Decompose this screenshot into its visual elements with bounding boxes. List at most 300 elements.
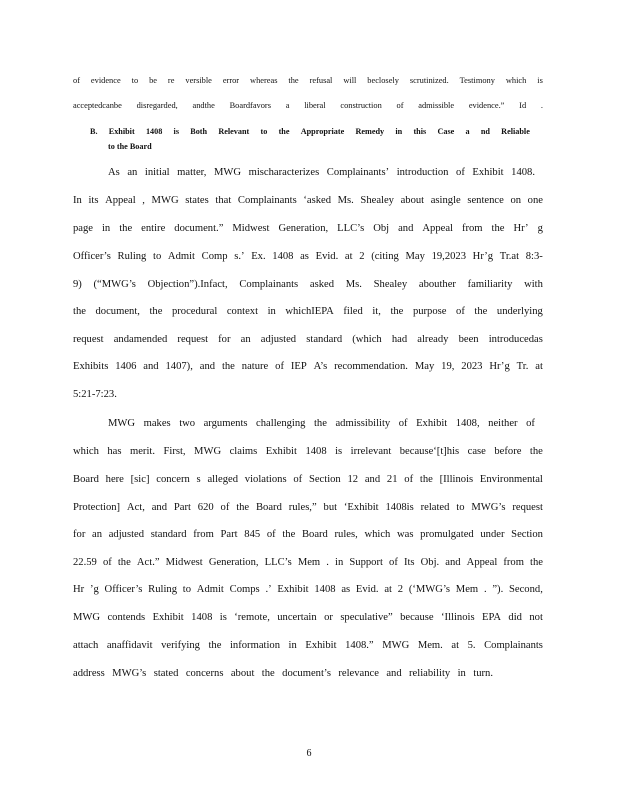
- word: of: [456, 306, 465, 317]
- paragraph-line: [73, 222, 543, 236]
- word: irrelevant: [350, 446, 392, 457]
- word: error: [222, 76, 240, 85]
- paragraph-line: [73, 194, 543, 208]
- word: admissible: [418, 101, 455, 110]
- word: Testimony: [459, 76, 495, 85]
- word: an: [127, 167, 138, 178]
- word: Tr.at: [499, 251, 520, 262]
- word: 1408: [314, 584, 336, 595]
- word: Tr.: [516, 361, 529, 372]
- word: at: [384, 584, 392, 595]
- paragraph-line: [73, 639, 543, 653]
- paragraph-line: [73, 278, 543, 292]
- word: document’s: [282, 668, 331, 679]
- paragraph-line: [73, 305, 543, 319]
- word: that: [215, 195, 232, 206]
- word: under: [480, 529, 505, 540]
- word: the: [288, 76, 299, 85]
- page-number: 6: [306, 748, 312, 759]
- word: anaffidavit: [106, 640, 153, 651]
- word: beclosely: [367, 76, 399, 85]
- word: Complainants’: [326, 167, 390, 178]
- word: Appropriate: [300, 127, 345, 136]
- word: was: [397, 529, 414, 540]
- word: construction: [340, 101, 382, 110]
- paragraph-line: [73, 667, 493, 681]
- word: MWG: [73, 612, 101, 623]
- word: Evid.: [315, 251, 339, 262]
- word: MWG: [213, 167, 242, 178]
- word: (“MWG’s: [93, 279, 136, 290]
- word: states: [185, 195, 209, 206]
- word: nd: [480, 127, 490, 136]
- word: the: [149, 306, 163, 317]
- word: it,: [372, 306, 381, 317]
- word: and: [386, 668, 402, 679]
- word: to: [260, 127, 268, 136]
- word: this: [413, 127, 427, 136]
- word: Id: [519, 101, 527, 110]
- word: Hr’g: [472, 251, 494, 262]
- section-heading: [90, 126, 530, 137]
- word: 5.: [467, 640, 476, 651]
- word: challenging: [256, 418, 306, 429]
- word: one: [527, 195, 543, 206]
- word: 2: [359, 251, 365, 262]
- word: had: [391, 334, 408, 345]
- word: Appeal: [105, 195, 136, 206]
- word: (‘MWG’s: [408, 584, 451, 595]
- word: for: [73, 529, 86, 540]
- word: asked: [309, 279, 335, 290]
- word: [Illinois: [439, 474, 474, 485]
- body-text-line: [73, 99, 543, 113]
- word: Comp: [201, 251, 228, 262]
- word: .: [326, 557, 329, 568]
- paragraph-line: [73, 556, 543, 570]
- word: rules,”: [288, 502, 317, 513]
- word: with: [524, 279, 543, 290]
- word: Exhibit: [472, 167, 504, 178]
- word: MWG’s: [471, 502, 506, 513]
- word: Shealey: [373, 279, 408, 290]
- word: ‘Exhibit: [343, 502, 379, 513]
- word: ’g: [89, 584, 99, 595]
- word: andamended: [113, 334, 168, 345]
- word: Hr: [73, 584, 85, 595]
- word: mischaracterizes: [248, 167, 320, 178]
- word: Exhibits: [73, 361, 109, 372]
- word: which: [73, 446, 99, 457]
- word: MWG: [194, 446, 222, 457]
- word: will: [343, 76, 357, 85]
- word: ”).: [492, 584, 504, 595]
- word: Mem: [455, 584, 479, 595]
- word: 1408: [305, 446, 327, 457]
- word: disregarded,: [136, 101, 178, 110]
- word: and: [398, 223, 414, 234]
- word: g: [537, 223, 543, 234]
- word: .: [540, 101, 543, 110]
- word: Section: [308, 474, 341, 485]
- word: standard: [306, 334, 343, 345]
- word: Officer’s: [73, 251, 111, 262]
- word: Evid.: [355, 584, 379, 595]
- word: the: [278, 127, 290, 136]
- word: .: [483, 584, 487, 595]
- word: of: [102, 557, 112, 568]
- word: Board: [73, 474, 99, 485]
- word: Appeal: [422, 223, 453, 234]
- word: a: [285, 101, 290, 110]
- word: (which: [352, 334, 382, 345]
- word: and: [151, 502, 168, 513]
- paragraph-line: [108, 166, 535, 180]
- word: the: [529, 446, 543, 457]
- word: standard: [150, 529, 187, 540]
- word: document,: [95, 306, 140, 317]
- word: Hr’g: [489, 361, 510, 372]
- word: the: [474, 306, 488, 317]
- word: 1408.: [511, 167, 535, 178]
- word: the: [208, 640, 222, 651]
- word: 2023: [461, 361, 483, 372]
- word: LLC’s: [264, 557, 292, 568]
- word: Appeal: [466, 557, 498, 568]
- word: contends: [107, 612, 146, 623]
- word: Ruling: [148, 584, 178, 595]
- word: claims: [229, 446, 258, 457]
- word: information: [229, 640, 280, 651]
- word: Mem: [297, 557, 321, 568]
- word: 1408: [145, 127, 163, 136]
- word: and: [143, 361, 159, 372]
- word: introducedas: [488, 334, 543, 345]
- word: entire: [141, 223, 166, 234]
- word: 8:3-: [525, 251, 543, 262]
- word: of: [404, 474, 414, 485]
- word: Its: [403, 557, 415, 568]
- word: the: [221, 361, 235, 372]
- word: Act,: [126, 502, 145, 513]
- word: from: [193, 529, 214, 540]
- word: from: [503, 557, 524, 568]
- word: its: [88, 195, 99, 206]
- word: Admit: [167, 251, 195, 262]
- word: for: [218, 334, 231, 345]
- word: not: [529, 612, 543, 623]
- word: Mem.: [417, 640, 443, 651]
- word: the: [530, 557, 543, 568]
- word: in: [335, 557, 344, 568]
- word: abouther: [418, 279, 456, 290]
- word: evidence.”: [468, 101, 505, 110]
- word: context: [226, 306, 259, 317]
- word: MWG: [108, 418, 136, 429]
- word: Hr’: [513, 223, 529, 234]
- word: of: [389, 557, 398, 568]
- word: admissibility: [335, 418, 391, 429]
- word: matter,: [177, 167, 207, 178]
- word: Obj: [373, 223, 390, 234]
- word: uncertain: [277, 612, 317, 623]
- word: Relevant: [218, 127, 250, 136]
- word: stated: [153, 668, 179, 679]
- word: a: [465, 127, 470, 136]
- word: Admit: [196, 584, 224, 595]
- word: Obj.: [420, 557, 440, 568]
- word: 19,2023: [431, 251, 467, 262]
- word: B.: [90, 127, 98, 136]
- word: address: [73, 668, 105, 679]
- word: May: [414, 361, 435, 372]
- word: concern: [156, 474, 190, 485]
- word: ‘asked: [303, 195, 331, 206]
- word: Board: [255, 502, 282, 513]
- word: in: [101, 223, 111, 234]
- word: Generation,: [278, 223, 329, 234]
- word: ‘remote,: [234, 612, 270, 623]
- word: attach: [73, 640, 99, 651]
- word: .’: [265, 584, 272, 595]
- word: the: [491, 223, 505, 234]
- word: document.”: [174, 223, 224, 234]
- word: Case: [437, 127, 455, 136]
- paragraph-line: [73, 250, 543, 264]
- word: already: [417, 334, 449, 345]
- paragraph-line: [73, 473, 543, 487]
- word: did: [508, 612, 522, 623]
- paragraph-line: [73, 333, 543, 347]
- word: at: [344, 251, 353, 262]
- word: Complainants: [237, 195, 297, 206]
- word: has: [107, 446, 122, 457]
- word: asingle: [430, 195, 461, 206]
- word: be: [149, 76, 157, 85]
- paragraph-line: [108, 417, 535, 431]
- word: of: [73, 76, 80, 85]
- word: 1408.”: [345, 640, 374, 651]
- paragraph-line: [73, 583, 543, 597]
- word: Protection]: [73, 502, 121, 513]
- word: Complainants: [484, 640, 543, 651]
- word: and: [364, 474, 381, 485]
- word: an: [92, 529, 103, 540]
- word: about: [230, 668, 255, 679]
- word: Support: [349, 557, 383, 568]
- word: refusal: [309, 76, 333, 85]
- word: related: [420, 502, 450, 513]
- word: here: [105, 474, 124, 485]
- word: scrutinized.: [409, 76, 449, 85]
- word: Ms.: [337, 195, 354, 206]
- word: arguments: [203, 418, 248, 429]
- word: purpose: [412, 306, 447, 317]
- word: and: [199, 361, 216, 372]
- word: Officer’s: [104, 584, 143, 595]
- word: evidence: [90, 76, 121, 85]
- word: andthe: [192, 101, 215, 110]
- word: ‘Illinois: [441, 612, 475, 623]
- word: as: [300, 251, 309, 262]
- section-heading-continued: to the Board: [108, 142, 152, 151]
- paragraph-line: [73, 445, 543, 459]
- word: on: [510, 195, 522, 206]
- word: rules,: [334, 529, 358, 540]
- word: [sic]: [130, 474, 150, 485]
- word: but: [323, 502, 338, 513]
- word: 12: [347, 474, 359, 485]
- word: 22.59: [73, 557, 97, 568]
- word: in: [457, 668, 466, 679]
- word: Midwest: [165, 557, 203, 568]
- word: or: [324, 612, 333, 623]
- word: Part: [173, 502, 191, 513]
- word: Exhibit: [152, 612, 184, 623]
- word: in: [288, 640, 297, 651]
- word: s: [196, 474, 201, 485]
- word: A’s: [313, 361, 328, 372]
- word: is: [173, 127, 180, 136]
- word: 19,: [441, 361, 455, 372]
- word: Exhibit: [277, 584, 309, 595]
- word: versible: [185, 76, 212, 85]
- word: the: [119, 223, 133, 234]
- word: 1406: [115, 361, 137, 372]
- word: In: [73, 195, 82, 206]
- word: MWG: [151, 195, 179, 206]
- word: underlying: [496, 306, 543, 317]
- word: 620: [197, 502, 214, 513]
- word: familiarity: [467, 279, 513, 290]
- word: from: [461, 223, 483, 234]
- word: Boardfavors: [229, 101, 271, 110]
- word: to: [131, 76, 139, 85]
- word: in: [395, 127, 403, 136]
- word: at: [535, 361, 543, 372]
- word: LLC’s: [337, 223, 365, 234]
- word: page: [73, 223, 93, 234]
- word: been: [458, 334, 479, 345]
- word: an: [240, 334, 251, 345]
- word: two: [179, 418, 196, 429]
- word: verifying: [161, 640, 200, 651]
- word: Generation,: [208, 557, 259, 568]
- word: alleged: [207, 474, 239, 485]
- word: case: [467, 446, 486, 457]
- word: promulgated: [420, 529, 474, 540]
- word: the: [73, 306, 86, 317]
- word: adjusted: [108, 529, 145, 540]
- word: request: [512, 502, 543, 513]
- word: the: [419, 474, 433, 485]
- word: Objection”).Infact,: [147, 279, 228, 290]
- paragraph-line: [73, 501, 543, 515]
- word: 2: [397, 584, 404, 595]
- word: is: [537, 76, 543, 85]
- word: of: [293, 474, 303, 485]
- word: Exhibit: [108, 127, 135, 136]
- word: merit.: [129, 446, 155, 457]
- word: in: [267, 306, 276, 317]
- paragraph-line: [73, 611, 543, 625]
- word: Second,: [509, 584, 543, 595]
- word: of: [398, 418, 408, 429]
- word: 845: [244, 529, 261, 540]
- word: about: [400, 195, 425, 206]
- word: speculative”: [340, 612, 393, 623]
- word: nature: [241, 361, 269, 372]
- paragraph-line: [73, 360, 543, 374]
- word: initial: [144, 167, 170, 178]
- word: relevance: [338, 668, 379, 679]
- word: reliability: [409, 668, 451, 679]
- word: procedural: [171, 306, 218, 317]
- word: to: [456, 502, 465, 513]
- word: Midwest: [232, 223, 270, 234]
- word: As: [108, 167, 120, 178]
- word: adjusted: [260, 334, 297, 345]
- word: Part: [220, 529, 238, 540]
- word: because‘[t]his: [399, 446, 460, 457]
- word: Comps: [229, 584, 260, 595]
- paragraph-line: [73, 528, 543, 542]
- word: whereas: [250, 76, 278, 85]
- word: EPA: [481, 612, 502, 623]
- word: before: [494, 446, 522, 457]
- word: is: [219, 612, 227, 623]
- word: ,: [142, 195, 145, 206]
- word: 1408: [191, 612, 213, 623]
- word: of: [220, 502, 230, 513]
- word: turn.: [473, 668, 493, 679]
- word: First,: [163, 446, 186, 457]
- word: Act.”: [136, 557, 160, 568]
- word: which: [364, 529, 391, 540]
- word: the: [282, 529, 296, 540]
- word: of: [456, 167, 465, 178]
- word: is: [335, 446, 343, 457]
- word: of: [526, 418, 535, 429]
- word: Board: [301, 529, 328, 540]
- word: Remedy: [355, 127, 385, 136]
- word: recommendation.: [334, 361, 408, 372]
- word: the: [313, 418, 327, 429]
- word: request: [73, 334, 104, 345]
- word: liberal: [304, 101, 326, 110]
- word: as: [341, 584, 351, 595]
- word: Complainants: [239, 279, 299, 290]
- word: the: [261, 668, 275, 679]
- word: re: [167, 76, 175, 85]
- body-text-line: [73, 74, 543, 88]
- word: violations: [244, 474, 287, 485]
- word: Ruling: [117, 251, 147, 262]
- word: introduction: [396, 167, 449, 178]
- word: to: [153, 251, 162, 262]
- word: Exhibit: [305, 640, 337, 651]
- word: 1408,: [455, 418, 480, 429]
- word: request: [177, 334, 209, 345]
- word: 1408: [272, 251, 294, 262]
- word: to: [182, 584, 192, 595]
- word: Environmental: [479, 474, 543, 485]
- word: 21: [386, 474, 398, 485]
- word: neither: [488, 418, 518, 429]
- word: 1408is: [385, 502, 414, 513]
- word: filed: [343, 306, 363, 317]
- word: Section: [511, 529, 543, 540]
